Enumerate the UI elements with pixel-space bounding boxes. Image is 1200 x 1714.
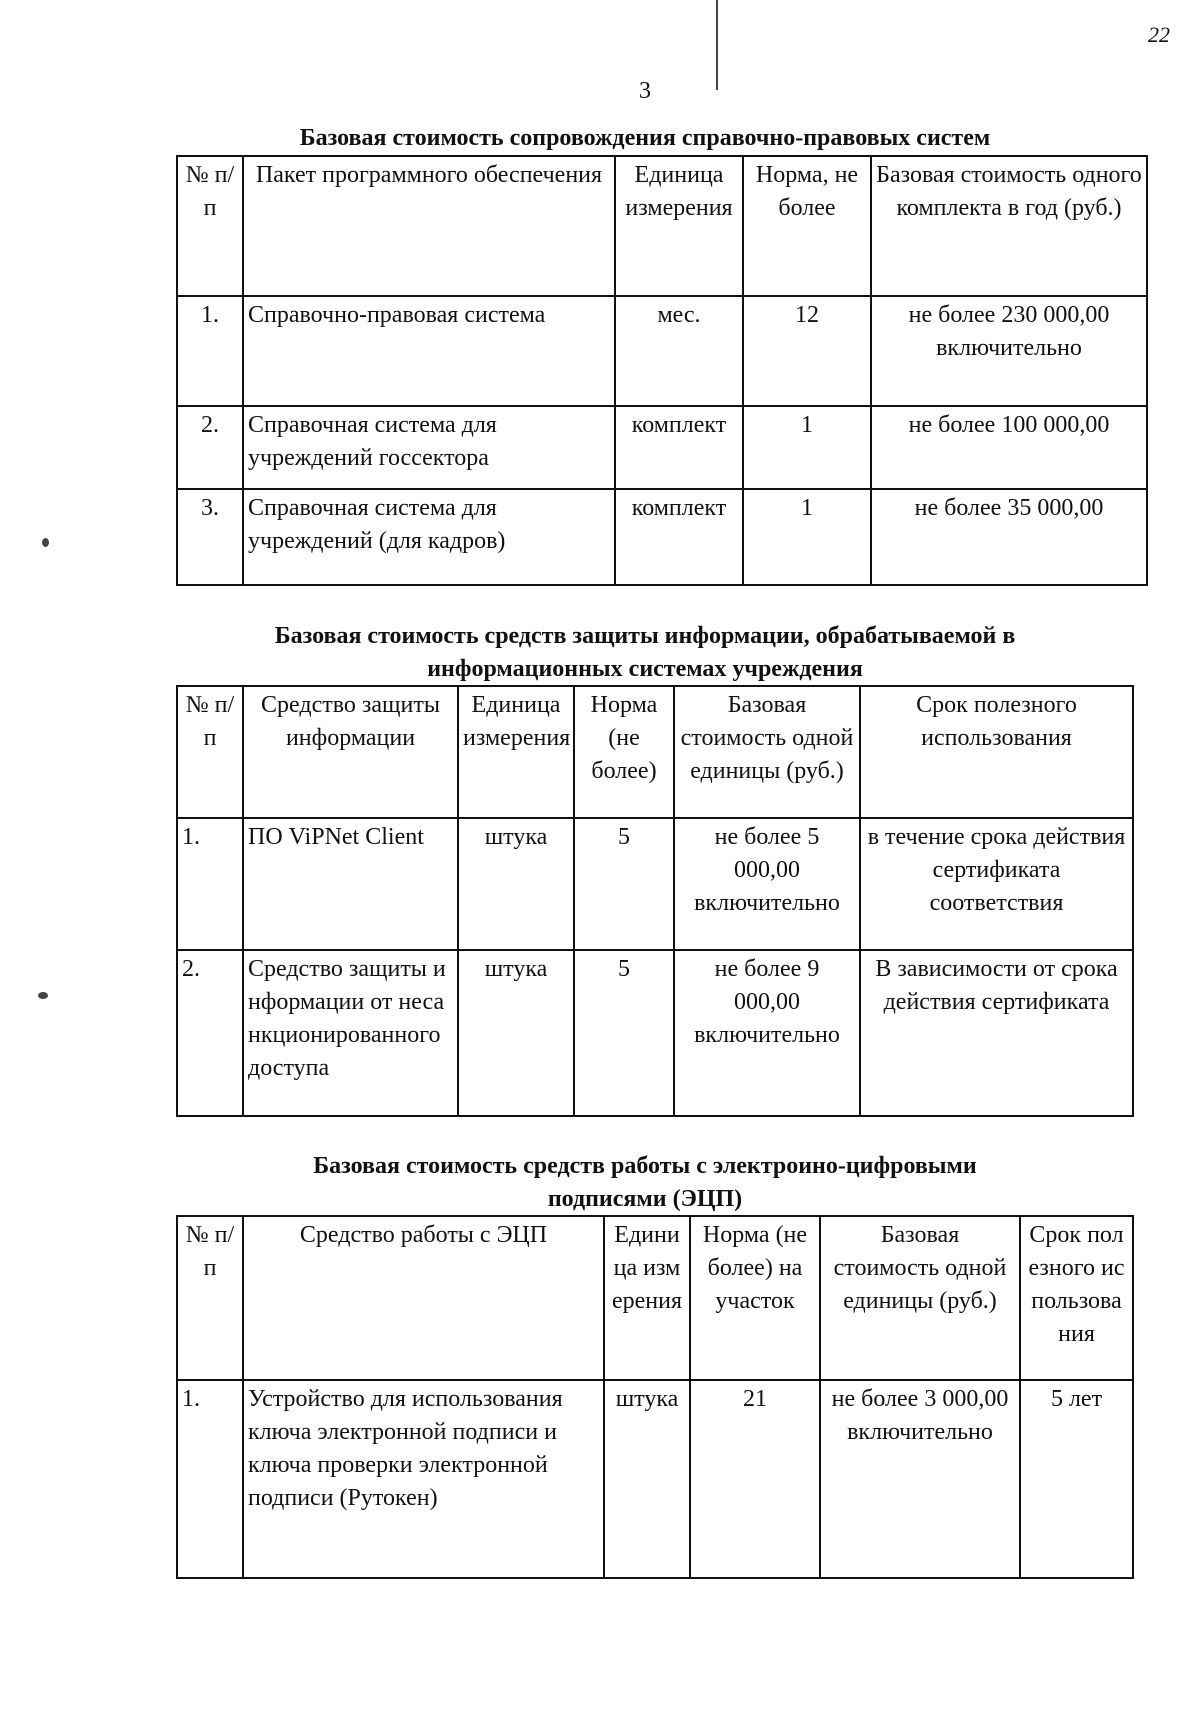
row-cost: не более 100 000,00 xyxy=(871,406,1147,489)
row-number: 2. xyxy=(177,950,243,1116)
row-item: Справочная система для учреждений госсектора xyxy=(243,406,615,489)
table3-header-row xyxy=(177,1216,1133,1380)
table-row xyxy=(177,406,1147,489)
row-number: 2. xyxy=(177,406,243,489)
handwritten-page-mark: 22 xyxy=(1148,22,1170,47)
table-row xyxy=(177,818,1133,950)
table3-header-num: № п/п xyxy=(177,1216,243,1380)
row-norm: 21 xyxy=(690,1380,820,1578)
scan-speck xyxy=(42,538,49,547)
row-number: 1. xyxy=(177,818,243,950)
table2-header-means: Средство защиты информации xyxy=(243,686,458,818)
row-term: в течение срока действия сертификата соответствия xyxy=(860,818,1133,950)
row-unit: штука xyxy=(604,1380,690,1578)
table2-title: Базовая стоимость средств защиты информации, обрабатываемой в информационных системах учреждения xyxy=(274,623,1016,682)
row-norm: 1 xyxy=(743,406,871,489)
table2-header-unit: Единица измерения xyxy=(458,686,574,818)
row-unit: мес. xyxy=(615,296,743,406)
row-item: Справочная система для учреждений (для кадров) xyxy=(243,489,615,585)
table1-header-num: № п/п xyxy=(177,156,243,296)
scan-speck xyxy=(38,992,48,999)
table-row xyxy=(177,296,1147,406)
table3-header-norm: Норма (не более) на участок xyxy=(690,1216,820,1380)
row-norm: 5 xyxy=(574,950,674,1116)
table2-header-num: № п/п xyxy=(177,686,243,818)
row-cost: не более 230 000,00 включительно xyxy=(871,296,1147,406)
table2-header-row xyxy=(177,686,1133,818)
row-unit: комплект xyxy=(615,489,743,585)
row-number: 1. xyxy=(177,1380,243,1578)
table1-header-cost: Базовая стоимость одного комплекта в год (руб.) xyxy=(871,156,1147,296)
table1-title: Базовая стоимость сопровождения справочно-правовых систем xyxy=(299,125,991,151)
row-norm: 12 xyxy=(743,296,871,406)
row-item: ПО ViPNet Client xyxy=(243,818,458,950)
row-unit: комплект xyxy=(615,406,743,489)
table-row xyxy=(177,489,1147,585)
page-number: 3 xyxy=(639,78,651,104)
table3-header-means: Средство работы с ЭЦП xyxy=(243,1216,604,1380)
table2-header-term: Срок полезного использования xyxy=(860,686,1133,818)
table1 xyxy=(176,155,1148,586)
row-item: Справочно-правовая система xyxy=(243,296,615,406)
table2-header-cost: Базовая стоимость одной единицы (руб.) xyxy=(674,686,860,818)
table1-header-row xyxy=(177,156,1147,296)
table1-header-norm: Норма, не более xyxy=(743,156,871,296)
row-item: Средство защиты информации от несанкционированного доступа xyxy=(243,950,458,1116)
row-cost: не более 3 000,00 включительно xyxy=(820,1380,1020,1578)
table-row xyxy=(177,950,1133,1116)
row-norm: 5 xyxy=(574,818,674,950)
row-number: 1. xyxy=(177,296,243,406)
table1-header-unit: Единица измерения xyxy=(615,156,743,296)
table1-header-package: Пакет программного обеспечения xyxy=(243,156,615,296)
table2-header-norm: Норма (не более) xyxy=(574,686,674,818)
row-norm: 1 xyxy=(743,489,871,585)
row-cost: не более 9 000,00 включительно xyxy=(674,950,860,1116)
row-term: В зависимости от срока действия сертификата xyxy=(860,950,1133,1116)
table2 xyxy=(176,685,1134,1117)
row-cost: не более 35 000,00 xyxy=(871,489,1147,585)
table3-header-cost: Базовая стоимость одной единицы (руб.) xyxy=(820,1216,1020,1380)
table3-title: Базовая стоимость средств работы с электроино-цифровыми подписями (ЭЦП) xyxy=(313,1153,977,1212)
table3-header-unit: Единица измерения xyxy=(604,1216,690,1380)
row-number: 3. xyxy=(177,489,243,585)
row-unit: штука xyxy=(458,950,574,1116)
scan-speck xyxy=(716,0,718,90)
table-row xyxy=(177,1380,1133,1578)
table3 xyxy=(176,1215,1134,1579)
row-item: Устройство для использования ключа электронной подписи и ключа проверки электронной подписи (Рутокен) xyxy=(243,1380,604,1578)
row-cost: не более 5 000,00 включительно xyxy=(674,818,860,950)
row-term: 5 лет xyxy=(1020,1380,1133,1578)
table3-header-term: Срок полезного использования xyxy=(1020,1216,1133,1380)
row-unit: штука xyxy=(458,818,574,950)
